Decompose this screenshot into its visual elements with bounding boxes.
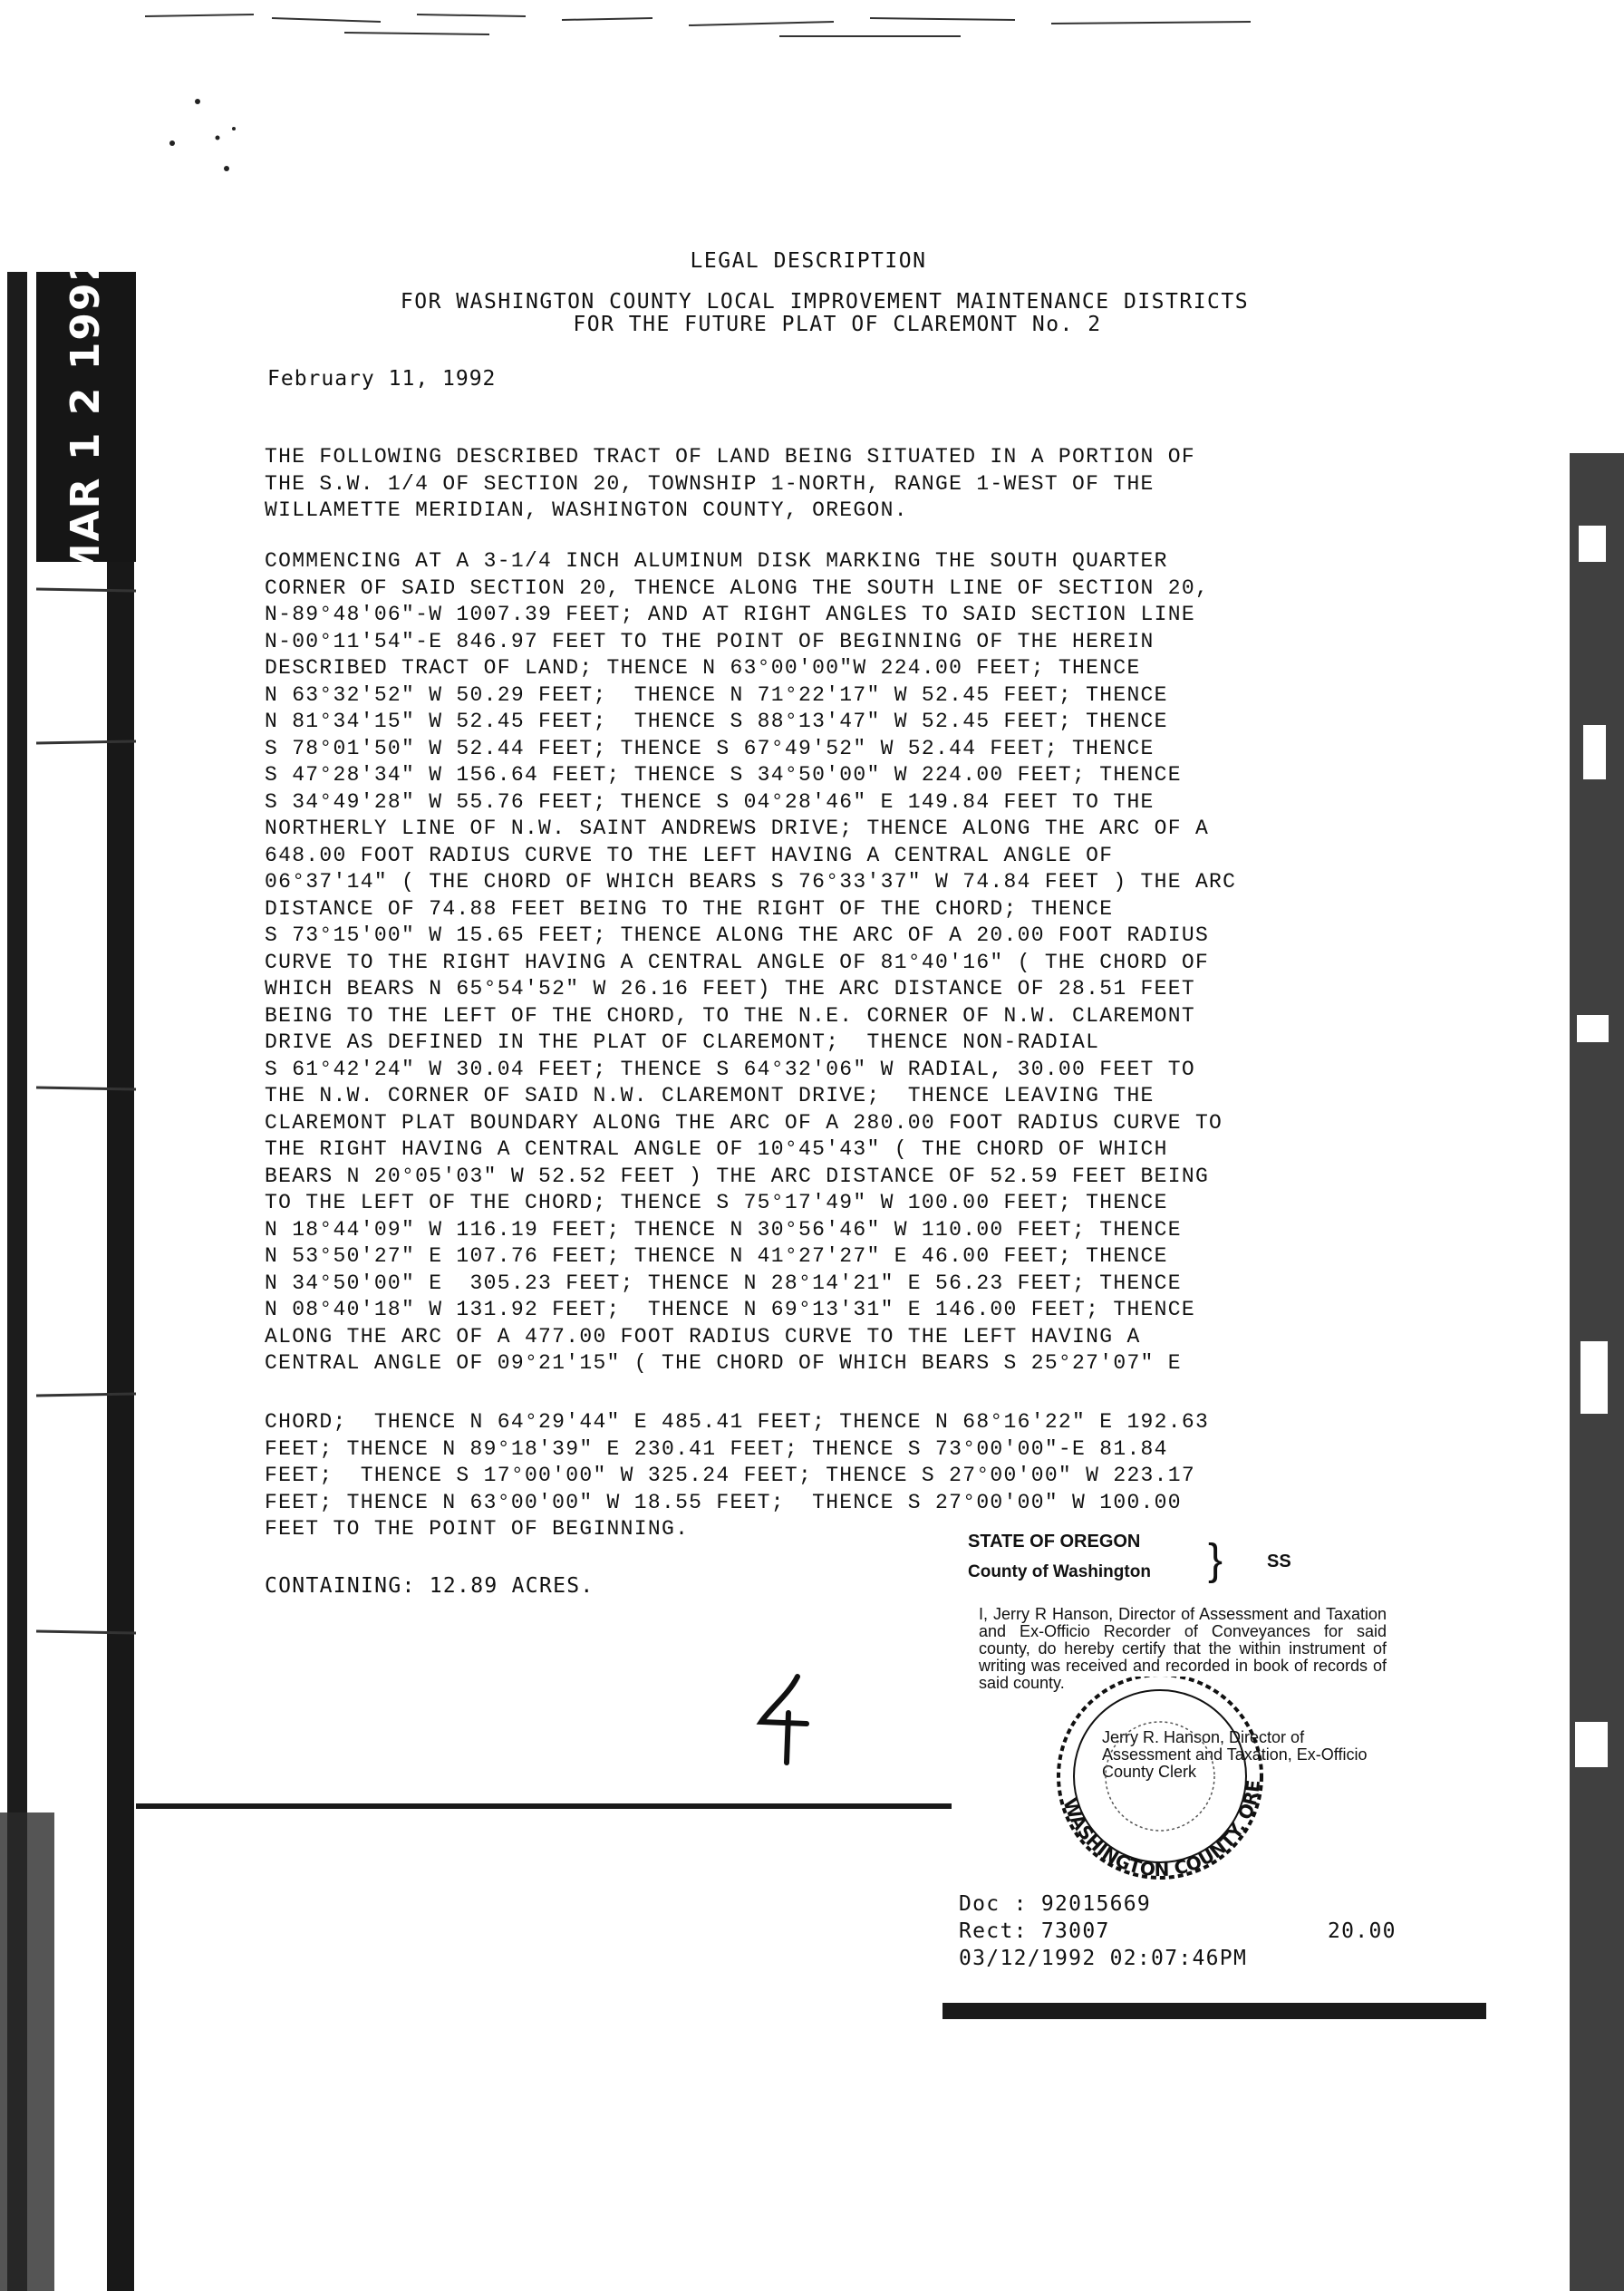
county-label: County of Washington xyxy=(968,1562,1151,1581)
record-doc-number: Doc : 92015669 xyxy=(959,1892,1152,1916)
scan-specks xyxy=(154,91,263,190)
metes-and-bounds-paragraph: COMMENCING AT A 3-1/4 INCH ALUMINUM DISK MARKING THE SOUTH QUARTER CORNER OF SAID SECTION 20, THENCE ALONG THE SOUTH LINE OF SECTION 20, N-89°48'06"-W 1007.39 FEET; AND AT RIGHT ANGLES TO SAID SECTION LINE N-00°11'54"-E 846.97 FEET TO THE POINT OF BEGINNING OF THE HEREIN DESCRIBED TRACT OF LAND; THENCE N 63°00'00"W 224.00 FEET; THENCE N 63°32'52" W 50.29 FEET; THENCE N 71°22'17" W 52.45 FEET; THENCE N 81°34'15" W 52.45 FEET; THENCE S 88°13'47" W 52.45 FEET; THENCE S 78°01'50" W 52.44 FEET; THENCE S 67°49'52" W 52.44 FEET; THENCE S 47°28'34" W 156.64 FEET; THENCE S 34°50'00" W 224.00 FEET; THENCE S 34°49'28" W 55.76 FEET; THENCE S 04°28'46" E 149.84 FEET TO THE NORTHERLY LINE OF N.W. SAINT ANDREWS DRIVE; THENCE ALONG THE ARC OF A 648.00 FOOT RADIUS CURVE TO THE LEFT HAVING A CENTRAL ANGLE OF 06°37'14" ( THE CHORD OF WHICH BEARS S 76°33'37" W 74.84 FEET ) THE ARC DISTANCE OF 74.88 FEET BEING TO THE RIGHT OF THE CHORD; THENCE S 73°15'00" W 15.65 FEET; THENCE ALONG THE ARC OF A 20.00 FOOT RADIUS CURVE TO THE RIGHT HAVING A CENTRAL ANGLE OF 81°40'16" ( THE CHORD OF WHICH BEARS N 65°54'52" W 26.16 FEET) THE ARC DISTANCE OF 28.51 FEET BEING TO THE LEFT OF THE CHORD, TO THE N.E. CORNER OF N.W. CLAREMONT DRIVE AS DEFINED IN THE PLAT OF CLAREMONT; THENCE NON-RADIAL S 61°42'24" W 30.04 FEET; THENCE S 64°32'06" W RADIAL, 30.00 FEET TO THE N.W. CORNER OF SAID N.W. CLAREMONT DRIVE; THENCE LEAVING THE CLAREMONT PLAT BOUNDARY ALONG THE ARC OF A 280.00 FOOT RADIUS CURVE TO THE RIGHT HAVING A CENTRAL ANGLE OF 10°45'43" ( THE CHORD OF WHICH BEARS N 20°05'03" W 52.52 FEET ) THE ARC DISTANCE OF 52.59 FEET BEING TO THE LEFT OF THE CHORD; THENCE S 75°17'49" W 100.00 FEET; THENCE N 18°44'09" W 116.19 FEET; THENCE N 30°56'46" W 110.00 FEET; THENCE N 53°50'27" E 107.76 FEET; THENCE N 41°27'27" E 46.00 FEET; THENCE N 34°50'00" E 305.23 FEET; THENCE N 28°14'21" E 56.23 FEET; THENCE N 08°40'18" W 131.92 FEET; THENCE N 69°13'31" E 146.00 FEET; THENCE ALONG THE ARC OF A 477.00 FOOT RADIUS CURVE TO THE LEFT HAVING A CENTRAL ANGLE OF 09°21'15" ( THE CHORD OF WHICH BEARS S 25°27'07" E xyxy=(265,549,1237,1375)
scan-noise-top xyxy=(145,9,1269,45)
scan-edge-right xyxy=(1533,453,1624,2291)
document-subtitle-1: FOR WASHINGTON COUNTY LOCAL IMPROVEMENT MAINTENANCE DISTRICTS xyxy=(400,290,1250,314)
scan-fold-line xyxy=(136,1803,952,1831)
handwritten-mark xyxy=(752,1668,825,1767)
metes-and-bounds-closing: CHORD; THENCE N 64°29'44" E 485.41 FEET; THENCE N 68°16'22" E 192.63 FEET; THENCE N 89°18'39" E 230.41 FEET; THENCE S 73°00'00"-E 81.84 FEET; THENCE S 17°00'00" W 325.24 FEET; THENCE S 27°00'00" W 223.17 FEET; THENCE N 63°00'00" W 18.55 FEET; THENCE S 27°00'00" W 100.00 FEET TO THE POINT OF BEGINNING. xyxy=(265,1410,1210,1541)
brace-glyph: } xyxy=(1208,1536,1223,1584)
received-date-text: MAR 1 2 1992 xyxy=(63,251,110,583)
document-title: LEGAL DESCRIPTION xyxy=(690,249,927,273)
record-fee: 20.00 xyxy=(1328,1919,1397,1943)
state-label: STATE OF OREGON xyxy=(968,1532,1141,1552)
document-date: February 11, 1992 xyxy=(267,367,497,391)
signature-block: Jerry R. Hanson, Director of Assessment and Taxation, Ex-Officio County Clerk xyxy=(1102,1728,1368,1781)
certification-text: I, Jerry R Hanson, Director of Assessment and Taxation and Ex-Officio Recorder of Conveyances for said county, do hereby certify that the within instrument of writing was received and recorded in book of records of said county. xyxy=(979,1605,1387,1692)
record-receipt-number: Rect: 73007 xyxy=(959,1919,1110,1943)
record-label-edge xyxy=(942,1985,1486,2021)
svg-text:WASHINGTON COUNTY, ORE xyxy=(1058,1779,1264,1880)
record-timestamp: 03/12/1992 02:07:46PM xyxy=(959,1947,1248,1970)
intro-paragraph: THE FOLLOWING DESCRIBED TRACT OF LAND BEING SITUATED IN A PORTION OF THE S.W. 1/4 OF SECTION 20, TOWNSHIP 1-NORTH, RANGE 1-WEST OF THE WILLAMETTE MERIDIAN, WASHINGTON COUNTY, OREGON. xyxy=(265,445,1195,522)
ss-label: SS xyxy=(1267,1552,1291,1571)
seal-text: WASHINGTON COUNTY, ORE xyxy=(1058,1778,1265,1881)
document-subtitle-2: FOR THE FUTURE PLAT OF CLAREMONT No. 2 xyxy=(573,313,1102,336)
county-seal xyxy=(1024,1677,1296,1885)
containing-acreage: CONTAINING: 12.89 ACRES. xyxy=(265,1574,594,1598)
